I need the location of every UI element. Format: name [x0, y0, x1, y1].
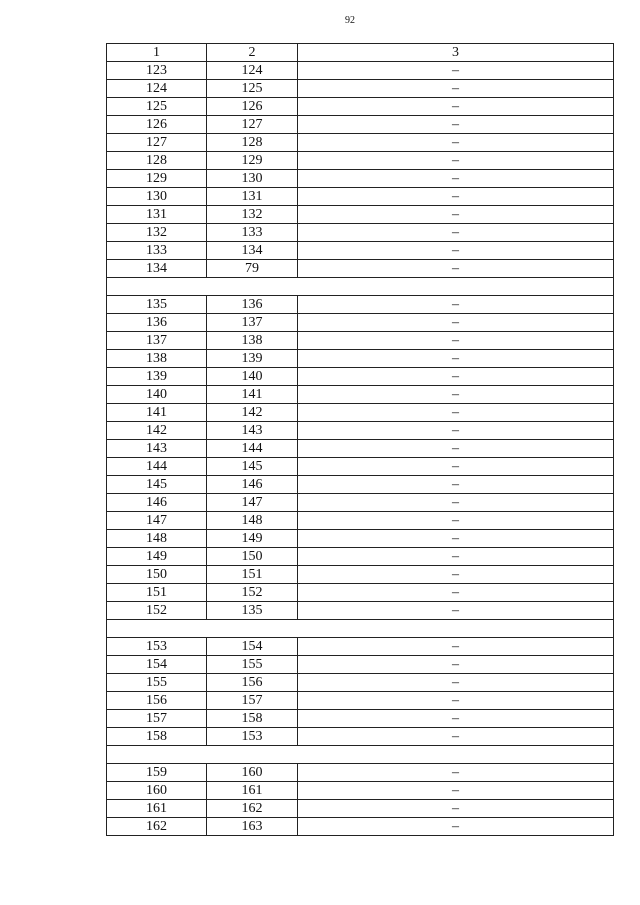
table-cell-col-1: 129 — [107, 170, 207, 188]
table-cell-col-1: 140 — [107, 386, 207, 404]
table-row — [107, 476, 614, 494]
column-header-1: 1 — [107, 44, 207, 62]
table-row — [107, 314, 614, 332]
table-cell-col-2: 134 — [207, 242, 298, 260]
table-row — [107, 656, 614, 674]
table-cell-col-3: – — [298, 476, 614, 494]
table-cell-col-3: – — [298, 512, 614, 530]
table-cell-col-3: – — [298, 494, 614, 512]
table-cell-col-2: 158 — [207, 710, 298, 728]
table-cell-col-3: – — [298, 800, 614, 818]
table-cell-col-1: 136 — [107, 314, 207, 332]
table-row — [107, 80, 614, 98]
group-separator-row — [107, 620, 614, 638]
table-cell-col-3: – — [298, 710, 614, 728]
table-row — [107, 224, 614, 242]
table-cell-col-3: – — [298, 350, 614, 368]
table-row — [107, 296, 614, 314]
table-row — [107, 404, 614, 422]
table-row — [107, 350, 614, 368]
table-cell-col-2: 155 — [207, 656, 298, 674]
table-cell-col-1: 127 — [107, 134, 207, 152]
table-cell-col-2: 136 — [207, 296, 298, 314]
table-row — [107, 170, 614, 188]
table-cell-col-2: 133 — [207, 224, 298, 242]
table-cell-col-3: – — [298, 548, 614, 566]
table-cell-col-3: – — [298, 134, 614, 152]
table-cell-col-1: 147 — [107, 512, 207, 530]
table-cell-col-1: 126 — [107, 116, 207, 134]
table-row — [107, 188, 614, 206]
table-row — [107, 782, 614, 800]
table-row — [107, 548, 614, 566]
table-cell-col-1: 123 — [107, 62, 207, 80]
column-header-2: 2 — [207, 44, 298, 62]
table-cell-col-2: 131 — [207, 188, 298, 206]
table-cell-col-2: 148 — [207, 512, 298, 530]
table-cell-col-3: – — [298, 296, 614, 314]
table-cell-col-1: 139 — [107, 368, 207, 386]
table-cell-col-2: 163 — [207, 818, 298, 836]
table-cell-col-1: 143 — [107, 440, 207, 458]
table-cell-col-1: 131 — [107, 206, 207, 224]
table-cell-col-1: 149 — [107, 548, 207, 566]
table-row — [107, 368, 614, 386]
table-cell-col-2: 79 — [207, 260, 298, 278]
table-cell-col-1: 137 — [107, 332, 207, 350]
table-row — [107, 422, 614, 440]
column-header-3: 3 — [298, 44, 614, 62]
table-cell-col-2: 151 — [207, 566, 298, 584]
table-cell-col-3: – — [298, 206, 614, 224]
table-row — [107, 62, 614, 80]
table-row — [107, 152, 614, 170]
table-cell-col-2: 141 — [207, 386, 298, 404]
table-cell-col-3: – — [298, 224, 614, 242]
table-cell-col-1: 128 — [107, 152, 207, 170]
table-cell-col-2: 160 — [207, 764, 298, 782]
table-cell-col-1: 146 — [107, 494, 207, 512]
table-header-row — [107, 44, 614, 62]
table-row — [107, 818, 614, 836]
table-cell-col-3: – — [298, 530, 614, 548]
table-row — [107, 584, 614, 602]
table-cell-col-1: 162 — [107, 818, 207, 836]
table-cell-col-1: 134 — [107, 260, 207, 278]
table-cell-col-2: 144 — [207, 440, 298, 458]
table-cell-col-1: 144 — [107, 458, 207, 476]
table-cell-col-2: 140 — [207, 368, 298, 386]
data-table — [106, 43, 614, 836]
table-cell-col-3: – — [298, 638, 614, 656]
table-cell-col-1: 135 — [107, 296, 207, 314]
table-cell-col-3: – — [298, 656, 614, 674]
table-row — [107, 566, 614, 584]
table-row — [107, 728, 614, 746]
table-cell-col-2: 126 — [207, 98, 298, 116]
table-cell-col-1: 141 — [107, 404, 207, 422]
table-row — [107, 206, 614, 224]
table-cell-col-3: – — [298, 170, 614, 188]
table-cell-col-1: 155 — [107, 674, 207, 692]
table-cell-col-2: 130 — [207, 170, 298, 188]
table-cell-col-2: 161 — [207, 782, 298, 800]
table-cell-col-2: 142 — [207, 404, 298, 422]
table-cell-col-1: 161 — [107, 800, 207, 818]
table-cell-col-1: 132 — [107, 224, 207, 242]
table-row — [107, 98, 614, 116]
group-separator-cell — [107, 620, 614, 638]
table-cell-col-3: – — [298, 386, 614, 404]
table-cell-col-2: 146 — [207, 476, 298, 494]
table-row — [107, 638, 614, 656]
table-cell-col-3: – — [298, 566, 614, 584]
table-cell-col-3: – — [298, 188, 614, 206]
group-separator-row — [107, 746, 614, 764]
table-cell-col-3: – — [298, 764, 614, 782]
group-separator-cell — [107, 278, 614, 296]
table-cell-col-2: 145 — [207, 458, 298, 476]
table-row — [107, 134, 614, 152]
table-cell-col-2: 156 — [207, 674, 298, 692]
table-cell-col-2: 157 — [207, 692, 298, 710]
table-cell-col-1: 142 — [107, 422, 207, 440]
table-cell-col-3: – — [298, 728, 614, 746]
table-cell-col-2: 129 — [207, 152, 298, 170]
table-cell-col-1: 151 — [107, 584, 207, 602]
table-row — [107, 674, 614, 692]
table-cell-col-3: – — [298, 584, 614, 602]
table-cell-col-1: 125 — [107, 98, 207, 116]
table-cell-col-2: 137 — [207, 314, 298, 332]
table-cell-col-1: 133 — [107, 242, 207, 260]
table-cell-col-2: 135 — [207, 602, 298, 620]
table-cell-col-1: 159 — [107, 764, 207, 782]
group-separator-row — [107, 278, 614, 296]
table-cell-col-3: – — [298, 692, 614, 710]
table-cell-col-1: 160 — [107, 782, 207, 800]
table-cell-col-1: 152 — [107, 602, 207, 620]
table-cell-col-3: – — [298, 458, 614, 476]
table-cell-col-3: – — [298, 422, 614, 440]
table-cell-col-3: – — [298, 62, 614, 80]
table-row — [107, 332, 614, 350]
table-cell-col-1: 130 — [107, 188, 207, 206]
table-cell-col-2: 162 — [207, 800, 298, 818]
table-cell-col-2: 124 — [207, 62, 298, 80]
table-cell-col-2: 143 — [207, 422, 298, 440]
table-cell-col-3: – — [298, 404, 614, 422]
table-cell-col-2: 150 — [207, 548, 298, 566]
table-cell-col-2: 152 — [207, 584, 298, 602]
table-cell-col-2: 139 — [207, 350, 298, 368]
table-cell-col-1: 158 — [107, 728, 207, 746]
table-cell-col-1: 154 — [107, 656, 207, 674]
table-cell-col-2: 147 — [207, 494, 298, 512]
table-row — [107, 764, 614, 782]
page-number: 92 — [345, 15, 355, 26]
table-cell-col-3: – — [298, 440, 614, 458]
table-cell-col-1: 124 — [107, 80, 207, 98]
table-row — [107, 800, 614, 818]
table-body — [107, 44, 614, 836]
table-cell-col-3: – — [298, 116, 614, 134]
table-row — [107, 530, 614, 548]
table-cell-col-3: – — [298, 152, 614, 170]
table-row — [107, 260, 614, 278]
group-separator-cell — [107, 746, 614, 764]
table-cell-col-3: – — [298, 674, 614, 692]
table-cell-col-3: – — [298, 602, 614, 620]
table-cell-col-1: 156 — [107, 692, 207, 710]
table-cell-col-3: – — [298, 314, 614, 332]
table-row — [107, 692, 614, 710]
table-cell-col-1: 138 — [107, 350, 207, 368]
table-cell-col-3: – — [298, 242, 614, 260]
table-cell-col-2: 153 — [207, 728, 298, 746]
table-cell-col-1: 150 — [107, 566, 207, 584]
table-row — [107, 458, 614, 476]
table-cell-col-3: – — [298, 818, 614, 836]
table-row — [107, 512, 614, 530]
table-cell-col-1: 148 — [107, 530, 207, 548]
table-cell-col-3: – — [298, 98, 614, 116]
table-cell-col-1: 153 — [107, 638, 207, 656]
table-cell-col-2: 128 — [207, 134, 298, 152]
table-row — [107, 710, 614, 728]
table-row — [107, 116, 614, 134]
table-row — [107, 386, 614, 404]
table-cell-col-3: – — [298, 332, 614, 350]
table-row — [107, 494, 614, 512]
table-row — [107, 242, 614, 260]
table-cell-col-3: – — [298, 368, 614, 386]
table-cell-col-1: 157 — [107, 710, 207, 728]
table-cell-col-2: 149 — [207, 530, 298, 548]
table-cell-col-3: – — [298, 782, 614, 800]
table-row — [107, 602, 614, 620]
table-cell-col-2: 125 — [207, 80, 298, 98]
table-cell-col-2: 138 — [207, 332, 298, 350]
table-cell-col-2: 127 — [207, 116, 298, 134]
table-cell-col-3: – — [298, 80, 614, 98]
table-cell-col-2: 132 — [207, 206, 298, 224]
table-cell-col-2: 154 — [207, 638, 298, 656]
table-row — [107, 440, 614, 458]
table-cell-col-1: 145 — [107, 476, 207, 494]
table-cell-col-3: – — [298, 260, 614, 278]
